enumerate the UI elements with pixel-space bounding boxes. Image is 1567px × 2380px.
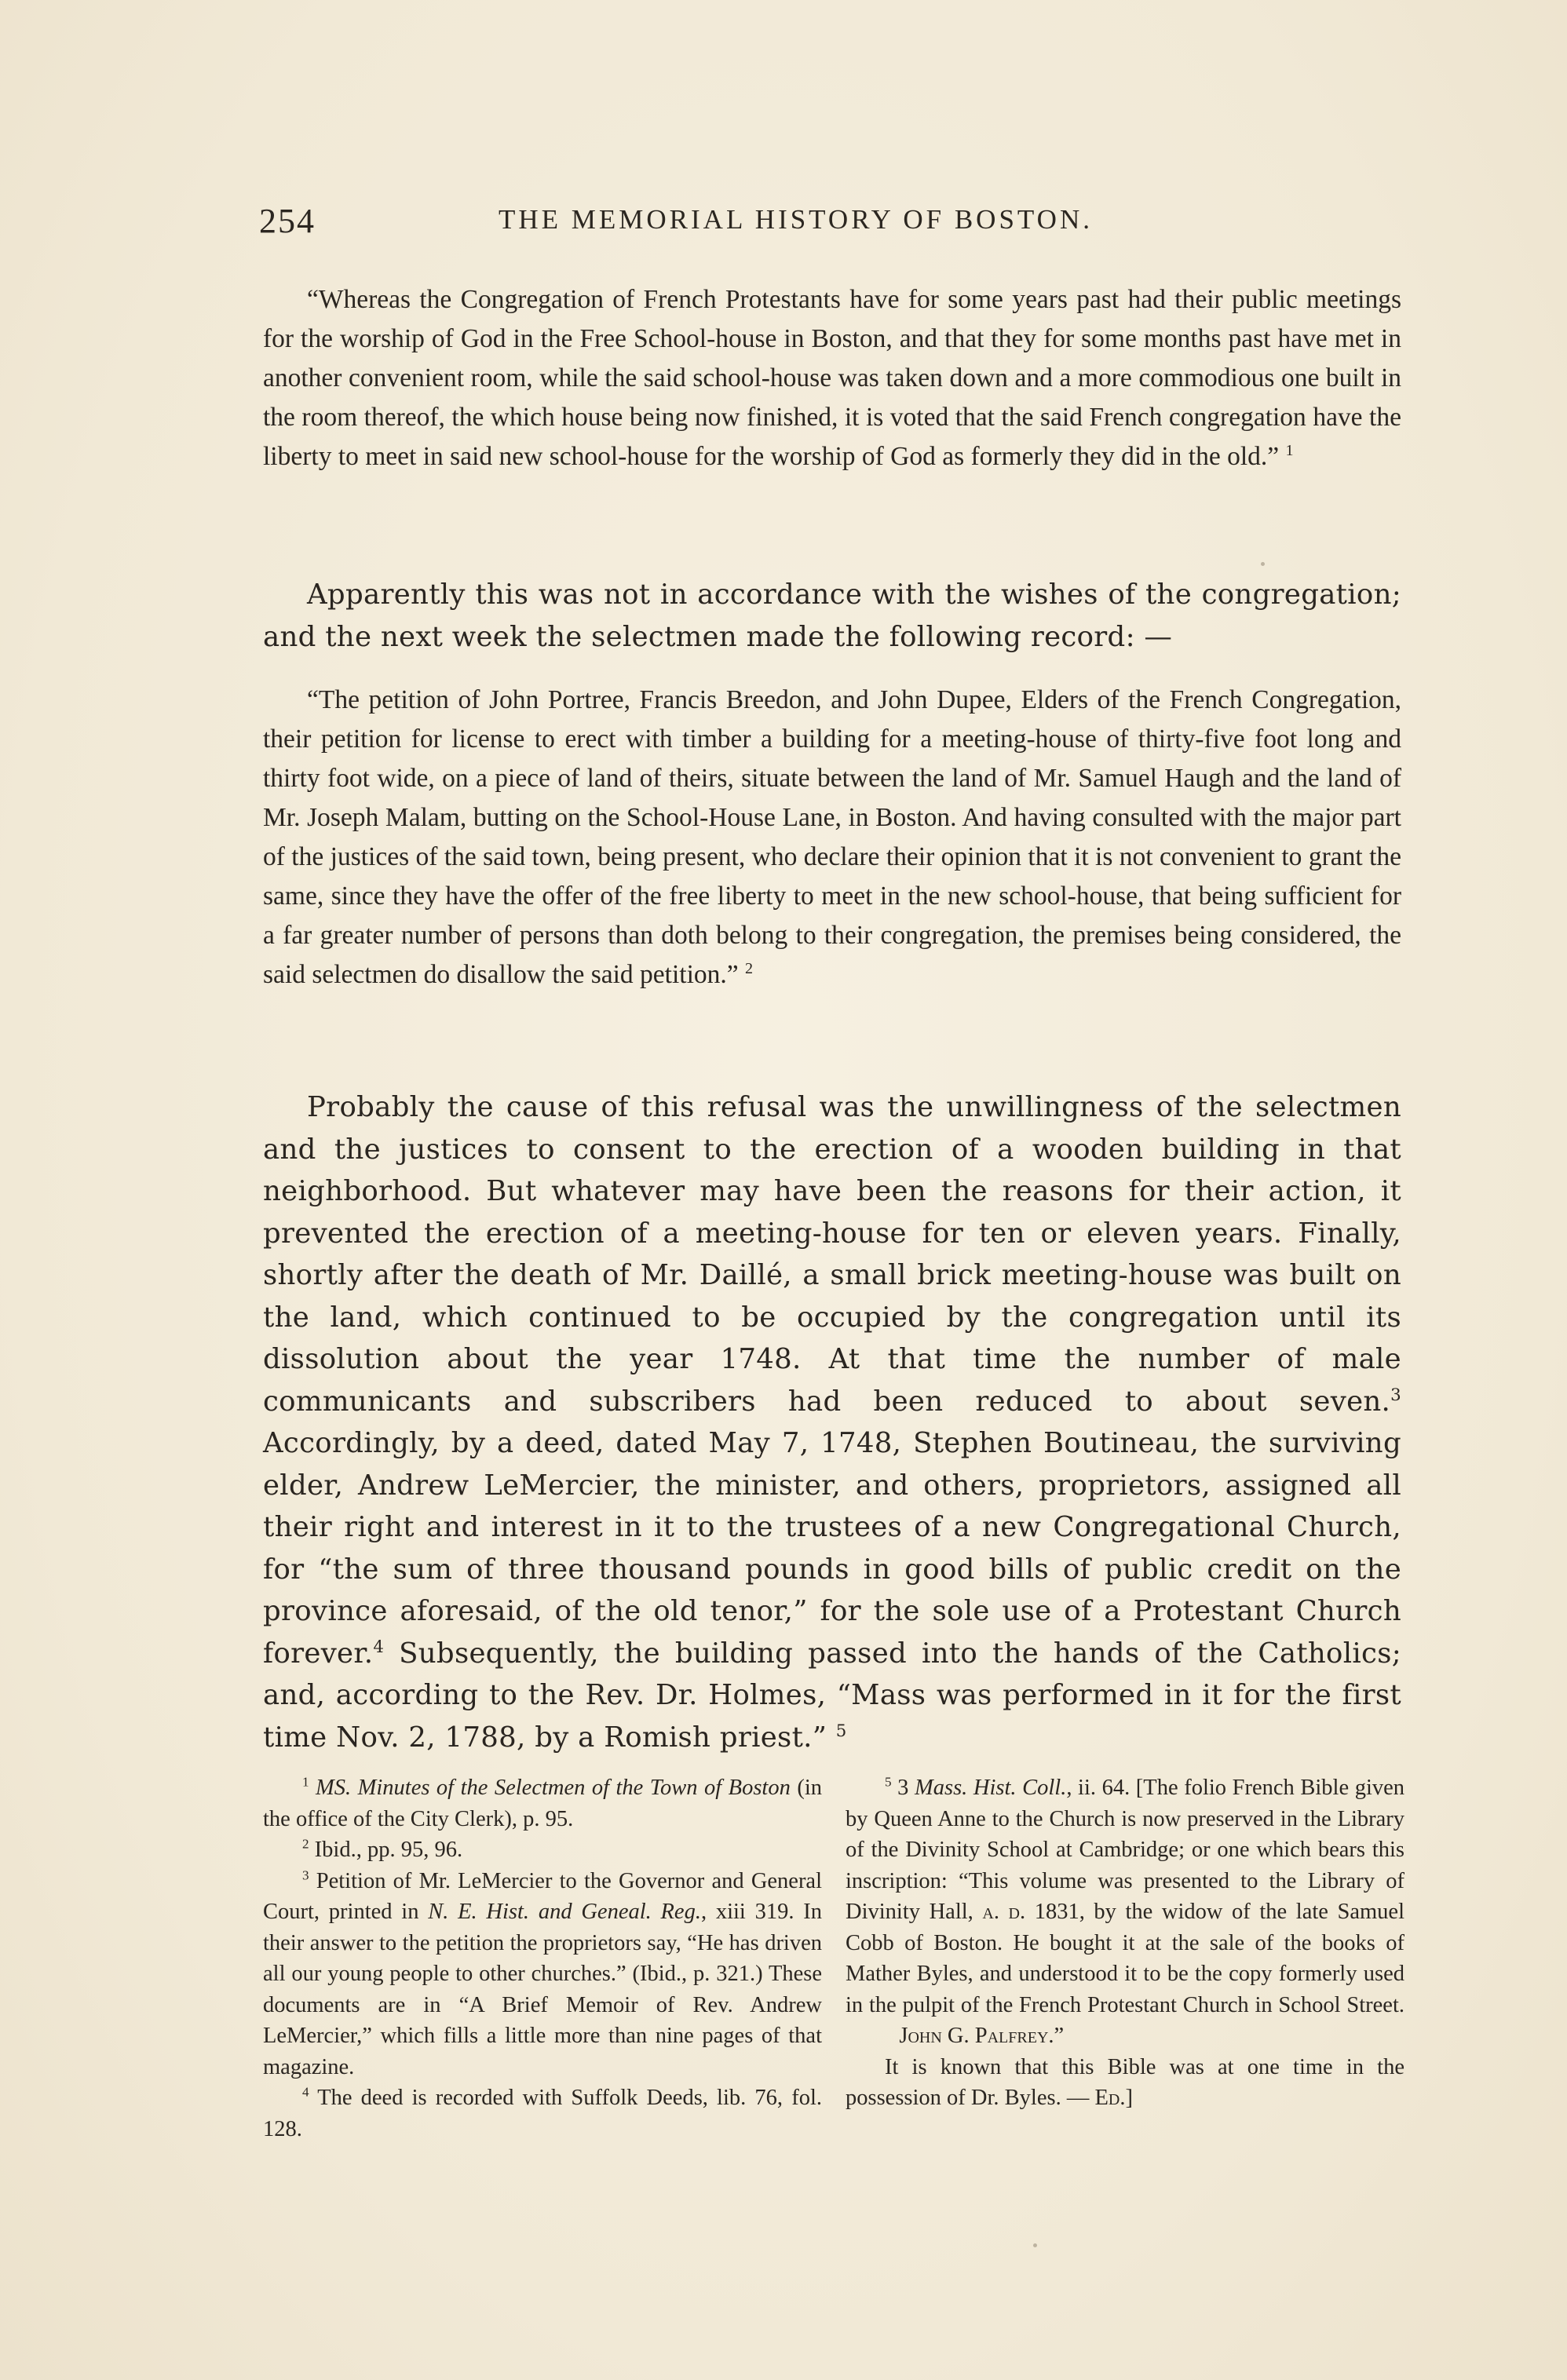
footnote-ref[interactable]: 4 xyxy=(373,1637,385,1657)
footnote-number: 4 xyxy=(302,2084,309,2100)
footnote-journal-title: N. E. Hist. and Geneal. Reg. xyxy=(428,1900,701,1924)
footnote-text: ] xyxy=(1125,2086,1133,2110)
quote-text: “Whereas the Congregation of French Protestants have for some years past had their public meetings for the worship of God in the Free School-house in Boston, and that they for some months past have met in another convenient room, while the said school-house was taken down and a more commodious one built in the room thereof, the which house being now finished, it is voted that the said French congregation have the liberty to meet in said new school-house for the worship of God as formerly they did in the old.” xyxy=(263,285,1401,471)
footnote-text: The deed is recorded with Suffolk Deeds, lib. 76, fol. 128. xyxy=(263,2086,822,2141)
footnotes-right-column xyxy=(846,1772,1404,2114)
footnote-ref[interactable]: 5 xyxy=(835,1721,847,1741)
paper-speck xyxy=(1033,2243,1037,2247)
page-header xyxy=(259,196,1421,243)
footnote-ref[interactable]: 3 xyxy=(1390,1385,1401,1405)
running-title: THE MEMORIAL HISTORY OF BOSTON. xyxy=(499,204,1093,235)
footnote-source-title: MS. Minutes of the Selectmen of the Town of Boston xyxy=(316,1776,791,1800)
footnote-5 xyxy=(846,1772,1404,2052)
paragraph-text: Apparently this was not in accordance with the wishes of the congregation; and the next week the selectmen made the following record: — xyxy=(263,579,1401,653)
footnote-number: 5 xyxy=(885,1774,892,1790)
footnote-text: Ibid., pp. 95, 96. xyxy=(314,1838,463,1862)
paragraph-probably xyxy=(263,1086,1401,1758)
footnote-2 xyxy=(263,1834,822,1866)
footnote-number: 3 xyxy=(302,1867,309,1882)
footnote-5-continuation xyxy=(846,2052,1404,2114)
footnote-text: , xiii 319. In their answer to the petition the proprietors say, “He has driven all our young people to other churches.” (Ibid., p. 321.) These documents are in “A Brief Memoir of Rev. Andrew LeMercier,” which fills a little more than nine pages of that magazine. xyxy=(263,1900,822,2079)
paper-speck xyxy=(1261,562,1265,566)
footnote-text: It is known that this Bible was at one time in the possession of Dr. Byles. — xyxy=(846,2054,1404,2110)
footnote-ref[interactable]: 1 xyxy=(1285,441,1294,459)
footnote-era-abbrev: a. d. xyxy=(982,1900,1026,1924)
footnotes-left-column xyxy=(263,1772,822,2145)
footnote-source-title: Mass. Hist. Coll. xyxy=(914,1776,1067,1800)
footnote-ref[interactable]: 2 xyxy=(745,959,754,977)
paragraph-text: Probably the cause of this refusal was the unwillingness of the selectmen and the justices to consent to the erection of a wooden building in that neighborhood. But whatever may have been the reasons for their action, it prevented the erection of a meeting-house for ten or eleven years. Finally, shortly after the death of Mr. Daillé, a small brick meeting-house was built on the land, which continued to be occupied by the congregation until its dissolution about the year 1748. At that time the number of male communicants and subscribers had been reduced to about seven. xyxy=(263,1091,1401,1418)
footnote-text: , ii. 64. [The folio French Bible given by Queen Anne to the Church is now preserved in the Library of the Divinity School at Cambridge; or one which bears this inscription: “This volume was presented to the Library of Divinity Hall, xyxy=(846,1776,1405,1924)
paragraph-text: Subsequently, the building passed into the hands of the Catholics; and, according to the Rev. Dr. Holmes, “Mass was performed in it for the first time Nov. 2, 1788, by a Romish priest.” xyxy=(263,1637,1401,1754)
footnote-editor-mark: Ed. xyxy=(1094,2086,1126,2110)
footnote-number: 1 xyxy=(302,1774,309,1790)
footnote-number: 2 xyxy=(302,1836,309,1852)
footnote-text: 1831, by the widow of the late Samuel Cobb of Boston. He bought it at the sale of the books of Mather Byles, and understood it to be the copy formerly used in the pulpit of the French Protestant Church in School Street. xyxy=(846,1900,1404,2017)
footnote-text: 3 xyxy=(897,1776,915,1800)
footnote-text: ” xyxy=(1054,2024,1065,2048)
paragraph-text: Accordingly, by a deed, dated May 7, 1748, Stephen Boutineau, the surviving elder, Andrew LeMercier, the minister, and others, proprietors, assigned all their right and interest in it to the trustees of a new Congregational Church, for “the sum of three thousand pounds in good bills of public credit on the province aforesaid, of the old tenor,” for the sole use of a Protestant Church forever. xyxy=(263,1427,1401,1670)
footnote-signature: John G. Palfrey. xyxy=(899,2024,1054,2048)
footnote-4 xyxy=(263,2082,822,2145)
footnote-text: Petition of Mr. LeMercier to the Governor and General Court, printed in xyxy=(263,1868,823,1924)
footnote-text: (in the office of the City Clerk), p. 95. xyxy=(263,1776,822,1831)
paragraph-apparently xyxy=(263,574,1401,658)
footnote-3 xyxy=(263,1866,822,2083)
quote-town-vote xyxy=(263,280,1401,476)
quote-petition-record xyxy=(263,681,1401,995)
footnote-1 xyxy=(263,1772,822,1834)
quote-text: “The petition of John Portree, Francis Breedon, and John Dupee, Elders of the French Congregation, their petition for license to erect with timber a building for a meeting-house of thirty-five foot long and thirty foot wide, on a piece of land of theirs, situate between the land of Mr. Samuel Haugh and the land of Mr. Joseph Malam, butting on the School-House Lane, in Boston. And having consulted with the major part of the justices of the said town, being present, who declare their opinion that it is not convenient to grant the same, since they have the offer of the free liberty to meet in the new school-house, that being sufficient for a far greater number of persons than doth belong to their congregation, the premises being considered, the said selectmen do disallow the said petition.” xyxy=(263,685,1401,989)
page-number: 254 xyxy=(259,202,316,240)
